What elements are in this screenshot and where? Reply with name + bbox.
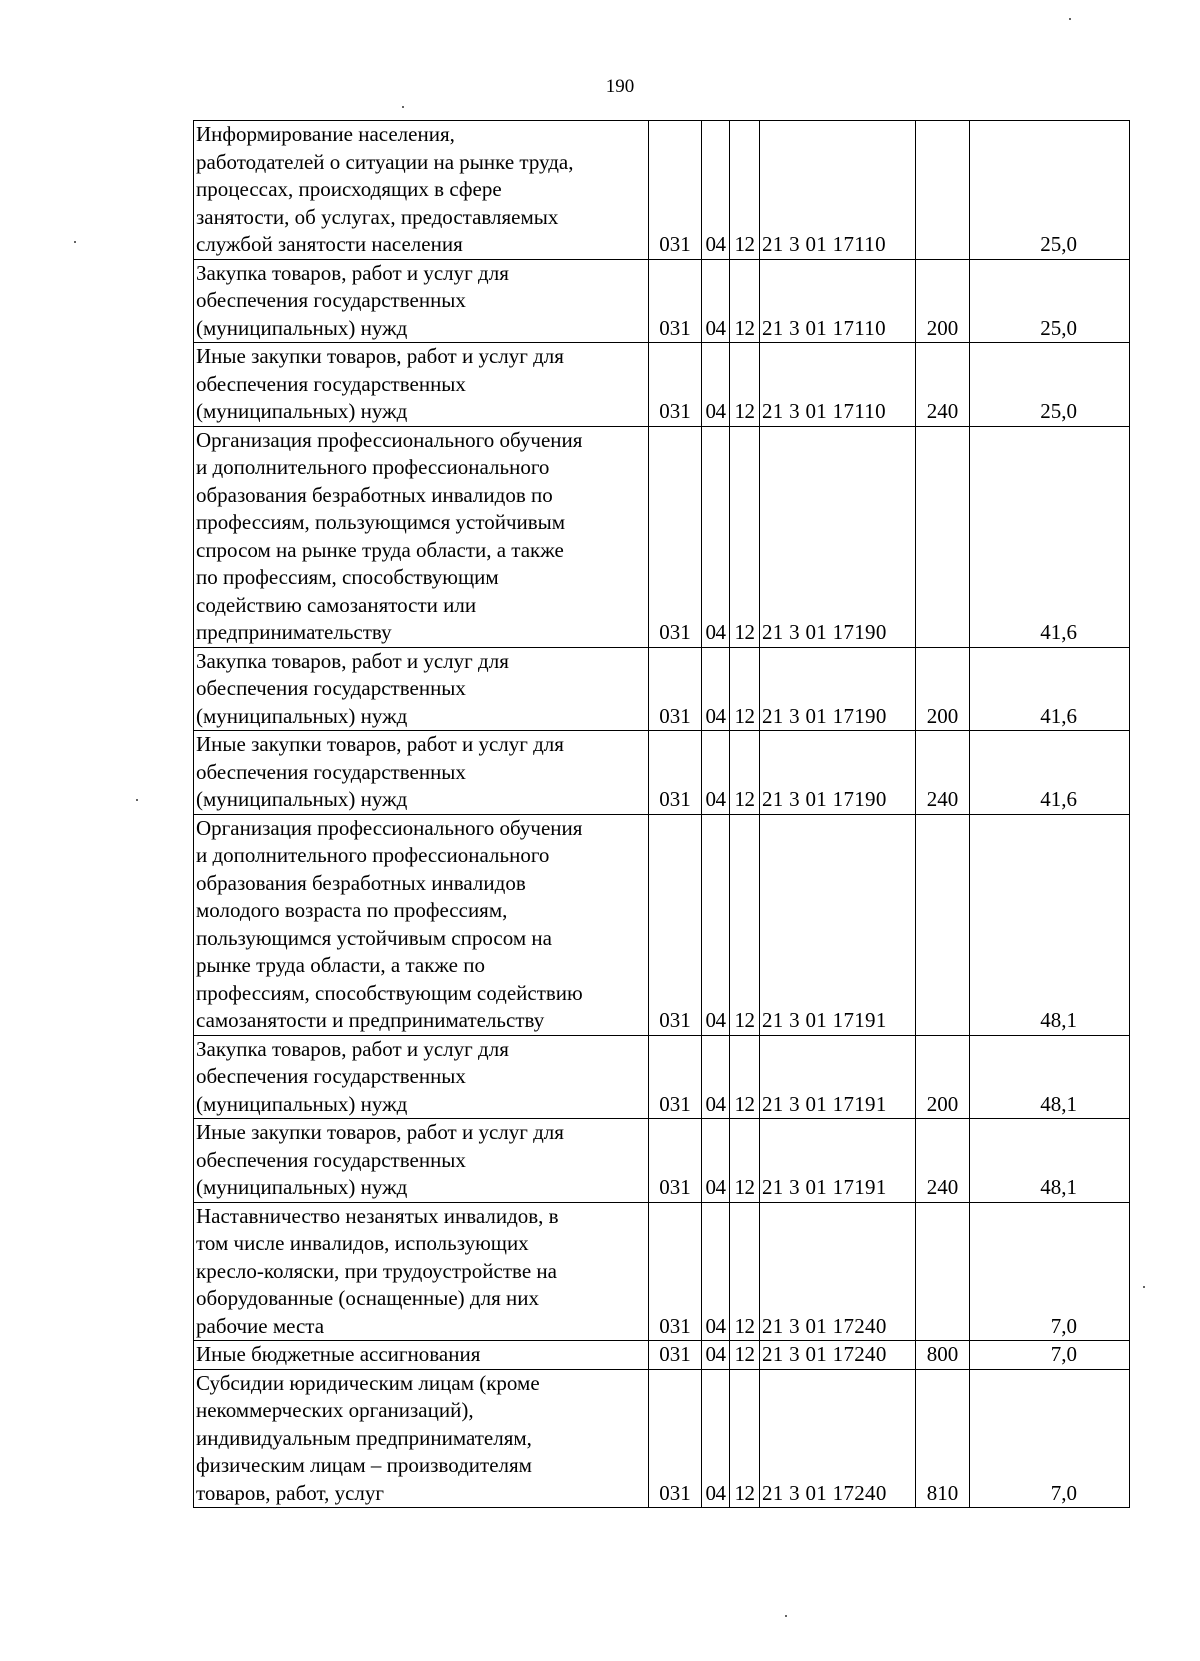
scan-speck <box>1069 18 1071 20</box>
amount-cell: 48,1 <box>970 814 1130 1035</box>
amount-cell: 7,0 <box>970 1202 1130 1341</box>
target-article-cell: 21 3 01 17191 <box>760 1035 916 1119</box>
department-code-cell: 031 <box>649 731 702 815</box>
target-article-cell: 21 3 01 17191 <box>760 1119 916 1203</box>
amount-cell: 7,0 <box>970 1341 1130 1370</box>
subsection-code-cell: 12 <box>730 426 760 647</box>
expense-type-cell <box>916 814 970 1035</box>
subsection-code-cell: 12 <box>730 121 760 260</box>
subsection-code-cell: 12 <box>730 731 760 815</box>
department-code-cell: 031 <box>649 121 702 260</box>
page-number: 190 <box>605 76 635 97</box>
department-code-cell: 031 <box>649 259 702 343</box>
amount-cell: 48,1 <box>970 1119 1130 1203</box>
section-code-cell: 04 <box>702 1369 730 1508</box>
department-code-cell: 031 <box>649 1119 702 1203</box>
section-code-cell: 04 <box>702 1035 730 1119</box>
subsection-code-cell: 12 <box>730 259 760 343</box>
expense-name-cell: Иные закупки товаров, работ и услуг для обеспечения государственных (муниципальных) нужд <box>194 731 649 815</box>
section-code-cell: 04 <box>702 731 730 815</box>
section-code-cell: 04 <box>702 426 730 647</box>
expense-name-cell: Наставничество незанятых инвалидов, в том числе инвалидов, использующих кресло-коляски, при трудоустройстве на оборудованные (оснащенные) для них рабочие места <box>194 1202 649 1341</box>
expense-name-cell: Иные закупки товаров, работ и услуг для обеспечения государственных (муниципальных) нужд <box>194 343 649 427</box>
budget-table <box>193 120 1130 1508</box>
subsection-code-cell: 12 <box>730 1119 760 1203</box>
table-row <box>194 731 1130 815</box>
department-code-cell: 031 <box>649 1202 702 1341</box>
amount-cell: 25,0 <box>970 259 1130 343</box>
table-row <box>194 647 1130 731</box>
department-code-cell: 031 <box>649 1341 702 1370</box>
table-row <box>194 1202 1130 1341</box>
expense-type-cell: 240 <box>916 1119 970 1203</box>
expense-type-cell <box>916 426 970 647</box>
expense-type-cell: 200 <box>916 1035 970 1119</box>
scan-speck <box>74 241 76 243</box>
subsection-code-cell: 12 <box>730 1035 760 1119</box>
table-row <box>194 1341 1130 1370</box>
department-code-cell: 031 <box>649 1369 702 1508</box>
department-code-cell: 031 <box>649 1035 702 1119</box>
table-row <box>194 1035 1130 1119</box>
target-article-cell: 21 3 01 17110 <box>760 121 916 260</box>
target-article-cell: 21 3 01 17110 <box>760 343 916 427</box>
department-code-cell: 031 <box>649 343 702 427</box>
subsection-code-cell: 12 <box>730 647 760 731</box>
subsection-code-cell: 12 <box>730 1369 760 1508</box>
subsection-code-cell: 12 <box>730 343 760 427</box>
amount-cell: 7,0 <box>970 1369 1130 1508</box>
section-code-cell: 04 <box>702 1202 730 1341</box>
subsection-code-cell: 12 <box>730 1202 760 1341</box>
section-code-cell: 04 <box>702 1341 730 1370</box>
subsection-code-cell: 12 <box>730 1341 760 1370</box>
section-code-cell: 04 <box>702 121 730 260</box>
table-row <box>194 121 1130 260</box>
expense-name-cell: Организация профессионального обучения и дополнительного профессионального образования безработных инвалидов по профессиям, пользующимся устойчивым спросом на рынке труда области, а также по профессиям, способствующим содействию самозанятости или предпринимательству <box>194 426 649 647</box>
target-article-cell: 21 3 01 17240 <box>760 1341 916 1370</box>
scan-speck <box>785 1615 787 1617</box>
department-code-cell: 031 <box>649 647 702 731</box>
target-article-cell: 21 3 01 17110 <box>760 259 916 343</box>
target-article-cell: 21 3 01 17191 <box>760 814 916 1035</box>
subsection-code-cell: 12 <box>730 814 760 1035</box>
expense-type-cell: 810 <box>916 1369 970 1508</box>
section-code-cell: 04 <box>702 647 730 731</box>
budget-table-body <box>194 121 1130 1508</box>
section-code-cell: 04 <box>702 343 730 427</box>
table-row <box>194 343 1130 427</box>
table-row <box>194 1119 1130 1203</box>
expense-type-cell: 200 <box>916 647 970 731</box>
amount-cell: 41,6 <box>970 731 1130 815</box>
target-article-cell: 21 3 01 17190 <box>760 731 916 815</box>
expense-type-cell <box>916 1202 970 1341</box>
scan-speck <box>136 799 138 801</box>
scan-speck <box>1143 1286 1145 1288</box>
amount-cell: 41,6 <box>970 426 1130 647</box>
expense-name-cell: Информирование населения, работодателей о ситуации на рынке труда, процессах, происходящих в сфере занятости, об услугах, предоставляемых службой занятости населения <box>194 121 649 260</box>
expense-name-cell: Субсидии юридическим лицам (кроме некоммерческих организаций), индивидуальным предпринимателям, физическим лицам – производителям товаров, работ, услуг <box>194 1369 649 1508</box>
amount-cell: 25,0 <box>970 343 1130 427</box>
target-article-cell: 21 3 01 17190 <box>760 647 916 731</box>
target-article-cell: 21 3 01 17190 <box>760 426 916 647</box>
amount-cell: 25,0 <box>970 121 1130 260</box>
target-article-cell: 21 3 01 17240 <box>760 1369 916 1508</box>
amount-cell: 48,1 <box>970 1035 1130 1119</box>
table-row <box>194 259 1130 343</box>
table-row <box>194 1369 1130 1508</box>
expense-type-cell: 200 <box>916 259 970 343</box>
target-article-cell: 21 3 01 17240 <box>760 1202 916 1341</box>
department-code-cell: 031 <box>649 426 702 647</box>
expense-type-cell <box>916 121 970 260</box>
expense-name-cell: Организация профессионального обучения и дополнительного профессионального образования безработных инвалидов молодого возраста по профессиям, пользующимся устойчивым спросом на рынке труда области, а также по профессиям, способствующим содействию самозанятости и предпринимательству <box>194 814 649 1035</box>
expense-name-cell: Закупка товаров, работ и услуг для обеспечения государственных (муниципальных) нужд <box>194 259 649 343</box>
section-code-cell: 04 <box>702 814 730 1035</box>
amount-cell: 41,6 <box>970 647 1130 731</box>
scan-speck <box>402 106 404 108</box>
table-row <box>194 426 1130 647</box>
section-code-cell: 04 <box>702 1119 730 1203</box>
expense-name-cell: Иные закупки товаров, работ и услуг для обеспечения государственных (муниципальных) нужд <box>194 1119 649 1203</box>
expense-type-cell: 800 <box>916 1341 970 1370</box>
expense-name-cell: Иные бюджетные ассигнования <box>194 1341 649 1370</box>
section-code-cell: 04 <box>702 259 730 343</box>
table-row <box>194 814 1130 1035</box>
expense-name-cell: Закупка товаров, работ и услуг для обеспечения государственных (муниципальных) нужд <box>194 647 649 731</box>
expense-name-cell: Закупка товаров, работ и услуг для обеспечения государственных (муниципальных) нужд <box>194 1035 649 1119</box>
department-code-cell: 031 <box>649 814 702 1035</box>
expense-type-cell: 240 <box>916 343 970 427</box>
expense-type-cell: 240 <box>916 731 970 815</box>
